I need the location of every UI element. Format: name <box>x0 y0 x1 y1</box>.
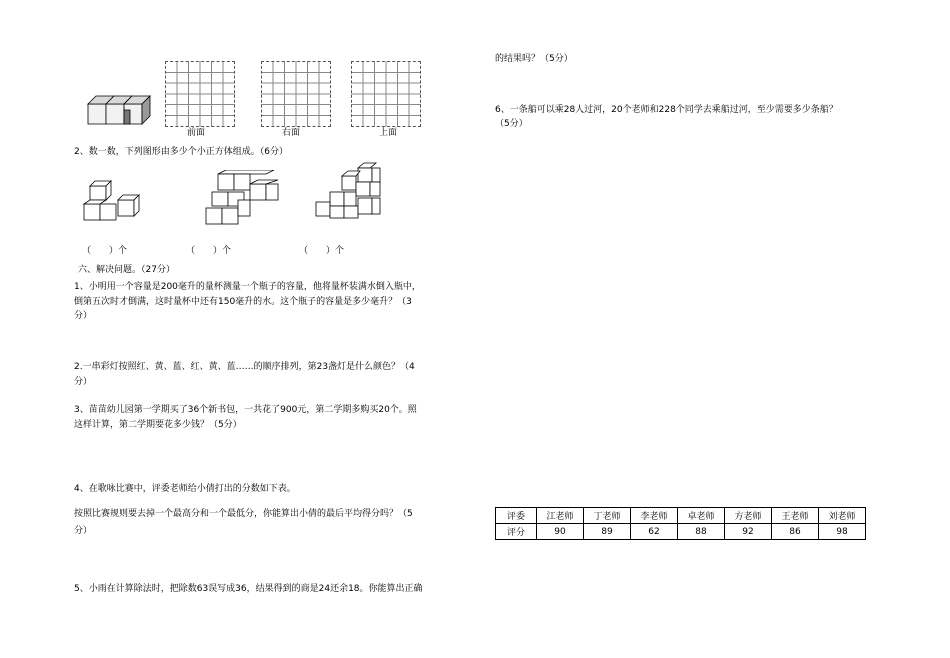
problem-3-line-1: 3、苗苗幼儿园第一学期买了36个新书包，一共花了900元，第二学期多购买20个。照 <box>74 405 417 415</box>
score-table <box>495 507 866 540</box>
right-view-grid[interactable] <box>261 61 331 127</box>
table-row-label: 评分 <box>496 524 537 540</box>
table-cell: 88 <box>678 524 725 540</box>
section-six-heading: 六、解决问题。（27分） <box>78 265 175 275</box>
cube-figure-c <box>314 162 386 222</box>
cube-figure-main <box>86 92 156 128</box>
problem-6-line-2: （5分） <box>495 119 528 129</box>
table-header-cell: 刘老师 <box>819 508 866 524</box>
front-view-label: 前面 <box>187 128 206 138</box>
problem-4-line-3: 分） <box>74 526 93 536</box>
table-cell: 92 <box>725 524 772 540</box>
problem-4-line-1: 4、在歌咏比赛中，评委老师给小倩打出的分数如下表。 <box>74 484 296 494</box>
problem-3-line-2: 这样计算，第二学期要花多少钱？（5分） <box>74 420 242 430</box>
right-view-label: 右面 <box>282 128 301 138</box>
problem-2-line-1: 2.一串彩灯按照红、黄、蓝、红、黄、蓝……的顺序排列，第23盏灯是什么颜色？（4 <box>74 362 415 372</box>
table-row <box>496 524 866 540</box>
problem-1-line-2: 倒第五次时才倒满，这时量杯中还有150毫升的水。这个瓶子的容量是多少毫升？（3 <box>74 297 412 307</box>
problem-5-line-1: 5、小雨在计算除法时，把除数63误写成36，结果得到的商是24还余18。你能算出正确 <box>74 584 423 594</box>
table-header-cell: 方老师 <box>725 508 772 524</box>
top-view-label: 上面 <box>379 128 398 138</box>
q2-answer-a[interactable]: （ ）个 <box>82 246 128 256</box>
table-cell: 98 <box>819 524 866 540</box>
table-header-cell: 评委 <box>496 508 537 524</box>
q2-answer-b[interactable]: （ ）个 <box>186 246 232 256</box>
front-view-grid[interactable] <box>165 61 235 127</box>
problem-2-line-2: 分） <box>74 377 93 387</box>
cube-figure-b <box>202 170 282 228</box>
table-header-cell: 王老师 <box>772 508 819 524</box>
problem-1-line-1: 1、小明用一个容量是200毫升的量杯测量一个瓶子的容量，他将量杯装满水倒入瓶中， <box>74 282 421 292</box>
table-header-cell: 李老师 <box>631 508 678 524</box>
table-header-cell: 江老师 <box>537 508 584 524</box>
cube-figure-a <box>82 180 148 224</box>
top-view-grid[interactable] <box>351 61 421 127</box>
problem-1-line-3: 分） <box>74 311 93 321</box>
table-header-row <box>496 508 866 524</box>
q2-title: 2、数一数，下列图形由多少个小正方体组成。（6分） <box>74 147 288 157</box>
table-cell: 89 <box>584 524 631 540</box>
table-cell: 86 <box>772 524 819 540</box>
q2-answer-c[interactable]: （ ）个 <box>299 246 345 256</box>
problem-5-continuation: 的结果吗？（5分） <box>495 54 573 64</box>
table-cell: 90 <box>537 524 584 540</box>
table-header-cell: 丁老师 <box>584 508 631 524</box>
problem-6-line-1: 6、一条船可以乘28人过河，20个老师和228个同学去乘船过河，至少需要多少条船？ <box>495 105 838 115</box>
table-header-cell: 卓老师 <box>678 508 725 524</box>
table-cell: 62 <box>631 524 678 540</box>
problem-4-line-2: 按照比赛规则要去掉一个最高分和一个最低分，你能算出小倩的最后平均得分吗？（5 <box>74 509 413 519</box>
